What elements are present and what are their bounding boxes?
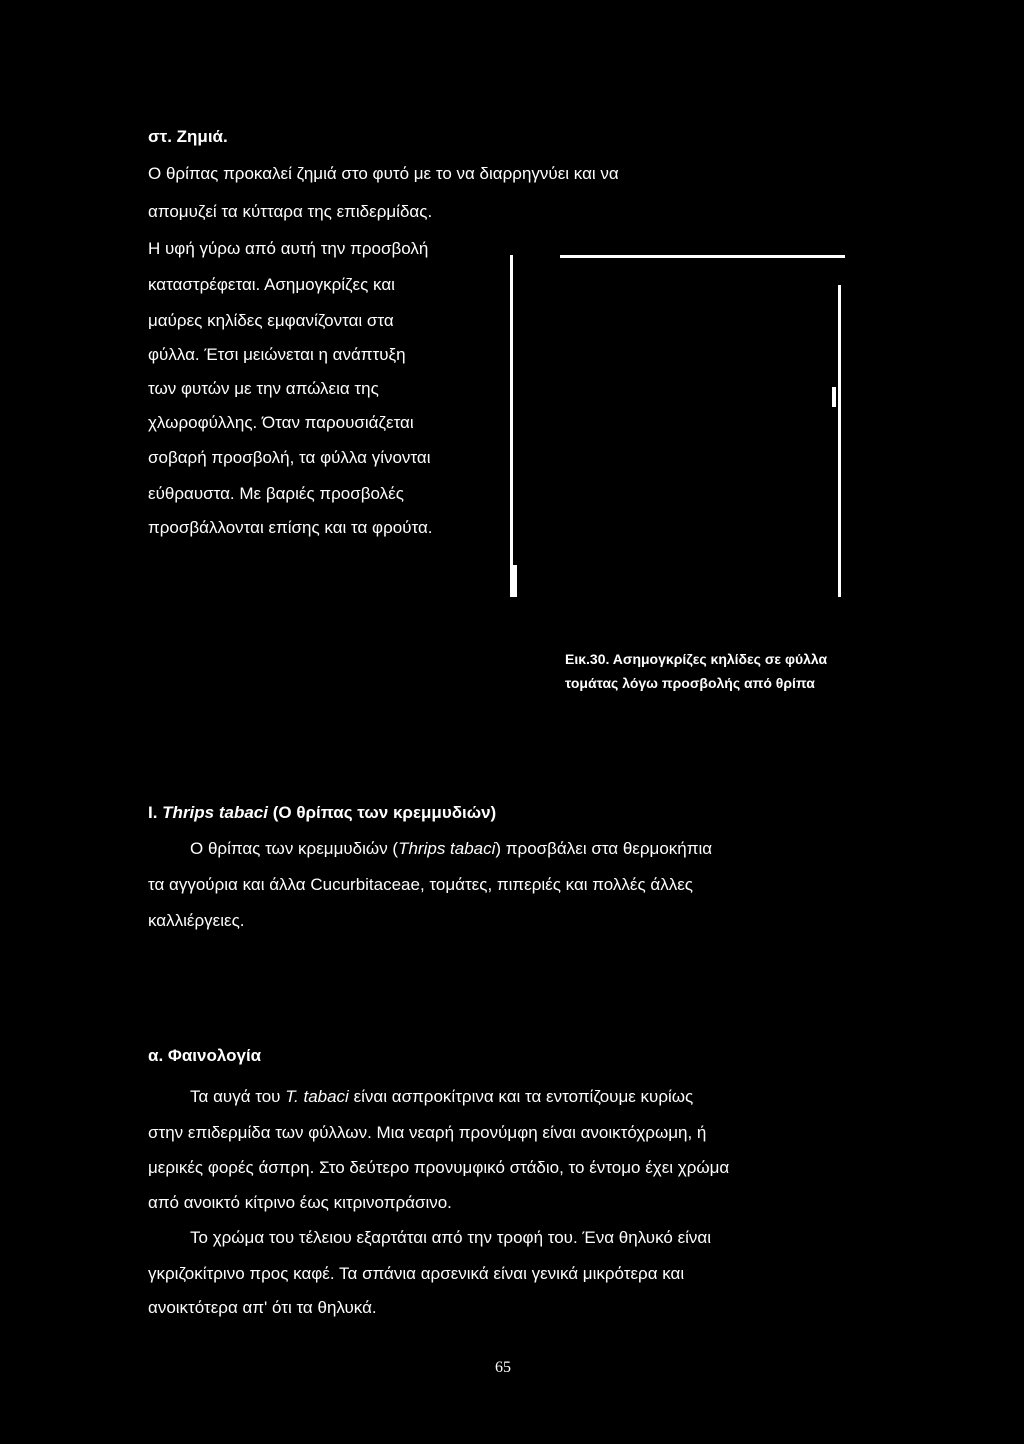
paragraph-line: απομυζεί τα κύτταρα της επιδερμίδας. (148, 202, 433, 221)
figure-top-edge (560, 255, 845, 258)
paragraph-line: προσβάλλονται επίσης και τα φρούτα. (148, 518, 433, 537)
paragraph-line: καταστρέφεται. Ασημογκρίζες και (148, 275, 395, 294)
figure-caption-line: τομάτας λόγω προσβολής από θρίπα (565, 675, 815, 691)
figure-right-edge (838, 285, 841, 597)
figure-left-edge (510, 255, 513, 597)
paragraph-line: καλλιέργειες. (148, 911, 245, 930)
paragraph-line: εύθραυστα. Με βαριές προσβολές (148, 484, 404, 503)
figure-tomato-leaf-photo (510, 255, 845, 600)
paragraph-line: τα αγγούρια και άλλα Cucurbitaceae, τομάτες, πιπεριές και πολλές άλλες (148, 875, 693, 894)
figure-right-edge-mark (832, 387, 836, 407)
species-name: T. tabaci (285, 1087, 349, 1106)
section-heading-thrips-tabaci (148, 803, 496, 823)
heading-prefix: I. (148, 803, 163, 822)
section-heading-phenology: α. Φαινολογία (148, 1046, 262, 1065)
paragraph-line: των φυτών με την απώλεια της (148, 379, 379, 398)
text-run: ) προσβάλει στα θερμοκήπια (495, 839, 713, 858)
paragraph-line: χλωροφύλλης. Όταν παρουσιάζεται (148, 413, 414, 432)
heading-common-name: (Ο θρίπας των κρεμμυδιών) (267, 803, 497, 822)
paragraph-line: φύλλα. Έτσι μειώνεται η ανάπτυξη (148, 345, 406, 364)
paragraph-line: Ο θρίπας προκαλεί ζημιά στο φυτό με το να διαρρηγνύει και να (148, 164, 619, 183)
section-heading-damage: στ. Ζημιά. (148, 127, 228, 146)
paragraph-line: μαύρες κηλίδες εμφανίζονται στα (148, 311, 394, 330)
figure-left-edge-mark (511, 565, 517, 597)
paragraph-line (190, 1087, 693, 1107)
paragraph-line: από ανοικτό κίτρινο έως κιτρινοπράσινο. (148, 1193, 452, 1212)
paragraph-line: Το χρώμα του τέλειου εξαρτάται από την τροφή του. Ένα θηλυκό είναι (190, 1228, 712, 1247)
text-run: Ο θρίπας των κρεμμυδιών ( (190, 839, 399, 858)
figure-caption-line: Εικ.30. Ασημογκρίζες κηλίδες σε φύλλα (565, 651, 828, 667)
paragraph-line (190, 839, 712, 859)
heading-species-name: Thrips tabaci (162, 803, 268, 822)
paragraph-line: μερικές φορές άσπρη. Στο δεύτερο προνυμφικό στάδιο, το έντομο έχει χρώμα (148, 1158, 730, 1177)
page-number: 65 (495, 1359, 511, 1376)
species-name: Thrips tabaci (398, 839, 496, 858)
paragraph-line: γκριζοκίτρινο προς καφέ. Τα σπάνια αρσενικά είναι γενικά μικρότερα και (148, 1264, 685, 1283)
paragraph-line: Η υφή γύρω από αυτή την προσβολή (148, 239, 429, 258)
paragraph-line: σοβαρή προσβολή, τα φύλλα γίνονται (148, 448, 431, 467)
text-run: Τα αυγά του (190, 1087, 286, 1106)
paragraph-line: στην επιδερμίδα των φύλλων. Μια νεαρή προνύμφη είναι ανοικτόχρωμη, ή (148, 1123, 707, 1142)
text-run: είναι ασπροκίτρινα και τα εντοπίζουμε κυρίως (348, 1087, 694, 1106)
paragraph-line: ανοικτότερα απ' ότι τα θηλυκά. (148, 1298, 377, 1317)
